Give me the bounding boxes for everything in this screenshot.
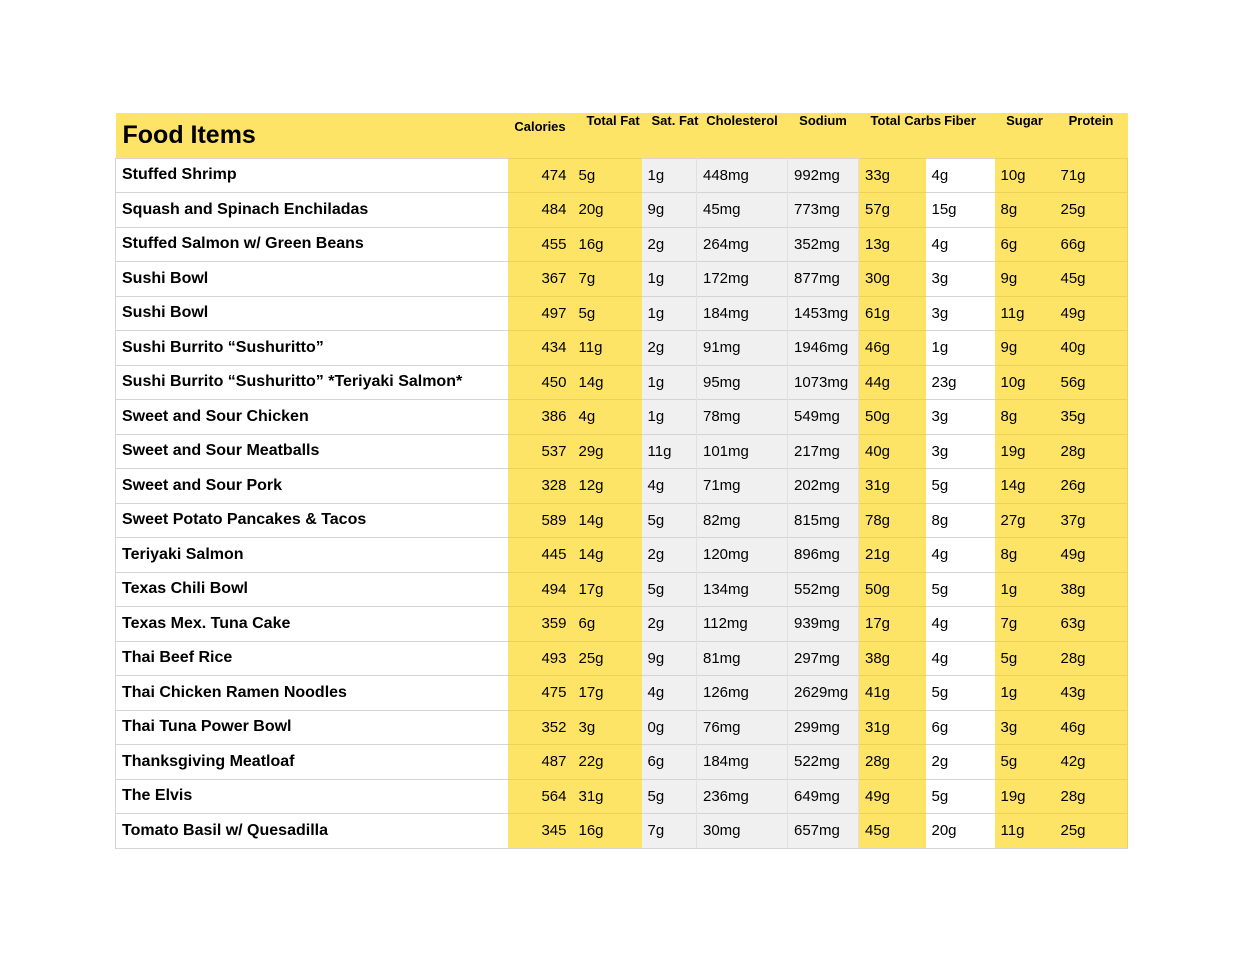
table-row <box>116 538 1128 573</box>
table-row <box>116 365 1128 400</box>
cholesterol-cell: 101mg <box>697 434 788 469</box>
food-name-cell: Stuffed Salmon w/ Green Beans <box>116 227 508 262</box>
fiber-cell: 3g <box>926 262 995 297</box>
sat-fat-cell: 9g <box>642 641 697 676</box>
cholesterol-cell: 71mg <box>697 469 788 504</box>
table-row <box>116 158 1128 193</box>
fiber-cell: 23g <box>926 365 995 400</box>
sat-fat-cell: 5g <box>642 779 697 814</box>
sugar-cell: 1g <box>995 572 1055 607</box>
food-name-cell: Sushi Bowl <box>116 296 508 331</box>
calories-cell: 589 <box>508 503 573 538</box>
calories-cell: 345 <box>508 814 573 849</box>
sugar-cell: 7g <box>995 607 1055 642</box>
calories-cell: 352 <box>508 710 573 745</box>
food-name-cell: Sweet and Sour Pork <box>116 469 508 504</box>
calories-cell: 359 <box>508 607 573 642</box>
total-fat-cell: 14g <box>573 365 642 400</box>
food-name-cell: Teriyaki Salmon <box>116 538 508 573</box>
sat-fat-cell: 7g <box>642 814 697 849</box>
table-row <box>116 641 1128 676</box>
protein-cell: 40g <box>1055 331 1128 366</box>
total-carbs-cell: 28g <box>859 745 926 780</box>
cholesterol-cell: 120mg <box>697 538 788 573</box>
sat-fat-cell: 1g <box>642 262 697 297</box>
total-fat-cell: 3g <box>573 710 642 745</box>
cholesterol-cell: 448mg <box>697 158 788 193</box>
total-carbs-cell: 31g <box>859 469 926 504</box>
total-carbs-cell: 13g <box>859 227 926 262</box>
calories-cell: 564 <box>508 779 573 814</box>
total-carbs-cell: 17g <box>859 607 926 642</box>
sat-fat-cell: 0g <box>642 710 697 745</box>
sodium-cell: 939mg <box>788 607 859 642</box>
sugar-cell: 19g <box>995 779 1055 814</box>
sodium-cell: 1073mg <box>788 365 859 400</box>
cholesterol-cell: 134mg <box>697 572 788 607</box>
header-sat-fat: Sat. Fat <box>642 113 697 158</box>
table-row <box>116 676 1128 711</box>
total-carbs-cell: 30g <box>859 262 926 297</box>
total-fat-cell: 5g <box>573 296 642 331</box>
protein-cell: 38g <box>1055 572 1128 607</box>
total-fat-cell: 12g <box>573 469 642 504</box>
table-row <box>116 469 1128 504</box>
cholesterol-cell: 112mg <box>697 607 788 642</box>
sodium-cell: 549mg <box>788 400 859 435</box>
header-sugar: Sugar <box>995 113 1055 158</box>
sugar-cell: 6g <box>995 227 1055 262</box>
table-row <box>116 745 1128 780</box>
table-row <box>116 710 1128 745</box>
sodium-cell: 815mg <box>788 503 859 538</box>
total-fat-cell: 29g <box>573 434 642 469</box>
sat-fat-cell: 5g <box>642 572 697 607</box>
fiber-cell: 5g <box>926 469 995 504</box>
total-carbs-cell: 50g <box>859 400 926 435</box>
calories-cell: 450 <box>508 365 573 400</box>
sodium-cell: 877mg <box>788 262 859 297</box>
total-fat-cell: 17g <box>573 676 642 711</box>
calories-cell: 474 <box>508 158 573 193</box>
sodium-cell: 2629mg <box>788 676 859 711</box>
sugar-cell: 11g <box>995 814 1055 849</box>
food-name-cell: Squash and Spinach Enchiladas <box>116 193 508 228</box>
sugar-cell: 27g <box>995 503 1055 538</box>
calories-cell: 537 <box>508 434 573 469</box>
total-carbs-cell: 21g <box>859 538 926 573</box>
cholesterol-cell: 91mg <box>697 331 788 366</box>
total-fat-cell: 4g <box>573 400 642 435</box>
sat-fat-cell: 2g <box>642 538 697 573</box>
sugar-cell: 14g <box>995 469 1055 504</box>
total-carbs-cell: 61g <box>859 296 926 331</box>
protein-cell: 63g <box>1055 607 1128 642</box>
total-fat-cell: 7g <box>573 262 642 297</box>
total-carbs-cell: 40g <box>859 434 926 469</box>
fiber-cell: 3g <box>926 296 995 331</box>
sodium-cell: 1946mg <box>788 331 859 366</box>
table-row <box>116 296 1128 331</box>
cholesterol-cell: 82mg <box>697 503 788 538</box>
sodium-cell: 299mg <box>788 710 859 745</box>
table-row <box>116 434 1128 469</box>
protein-cell: 56g <box>1055 365 1128 400</box>
calories-cell: 386 <box>508 400 573 435</box>
table-row <box>116 572 1128 607</box>
table-row <box>116 400 1128 435</box>
total-carbs-cell: 57g <box>859 193 926 228</box>
sugar-cell: 1g <box>995 676 1055 711</box>
sodium-cell: 1453mg <box>788 296 859 331</box>
food-name-cell: The Elvis <box>116 779 508 814</box>
food-name-cell: Texas Mex. Tuna Cake <box>116 607 508 642</box>
table-row <box>116 331 1128 366</box>
sat-fat-cell: 1g <box>642 365 697 400</box>
fiber-cell: 4g <box>926 227 995 262</box>
sat-fat-cell: 6g <box>642 745 697 780</box>
total-fat-cell: 20g <box>573 193 642 228</box>
header-total-fat: Total Fat <box>573 113 642 158</box>
sugar-cell: 11g <box>995 296 1055 331</box>
sugar-cell: 3g <box>995 710 1055 745</box>
fiber-cell: 8g <box>926 503 995 538</box>
protein-cell: 28g <box>1055 641 1128 676</box>
fiber-cell: 3g <box>926 434 995 469</box>
protein-cell: 28g <box>1055 779 1128 814</box>
header-protein: Protein <box>1055 113 1128 158</box>
food-name-cell: Thai Chicken Ramen Noodles <box>116 676 508 711</box>
table-body <box>116 158 1128 848</box>
header-fiber: Fiber <box>926 113 995 158</box>
calories-cell: 328 <box>508 469 573 504</box>
header-calories: Calories <box>508 113 573 158</box>
food-name-cell: Thanksgiving Meatloaf <box>116 745 508 780</box>
sat-fat-cell: 1g <box>642 400 697 435</box>
cholesterol-cell: 264mg <box>697 227 788 262</box>
protein-cell: 35g <box>1055 400 1128 435</box>
total-carbs-cell: 50g <box>859 572 926 607</box>
sat-fat-cell: 4g <box>642 469 697 504</box>
sodium-cell: 773mg <box>788 193 859 228</box>
sugar-cell: 9g <box>995 331 1055 366</box>
fiber-cell: 2g <box>926 745 995 780</box>
total-carbs-cell: 31g <box>859 710 926 745</box>
food-name-cell: Tomato Basil w/ Quesadilla <box>116 814 508 849</box>
sodium-cell: 202mg <box>788 469 859 504</box>
sat-fat-cell: 5g <box>642 503 697 538</box>
sugar-cell: 8g <box>995 400 1055 435</box>
total-fat-cell: 11g <box>573 331 642 366</box>
food-name-cell: Thai Tuna Power Bowl <box>116 710 508 745</box>
total-carbs-cell: 78g <box>859 503 926 538</box>
table-row <box>116 262 1128 297</box>
sodium-cell: 297mg <box>788 641 859 676</box>
cholesterol-cell: 81mg <box>697 641 788 676</box>
table-row <box>116 193 1128 228</box>
table-row <box>116 227 1128 262</box>
sat-fat-cell: 11g <box>642 434 697 469</box>
fiber-cell: 5g <box>926 676 995 711</box>
cholesterol-cell: 172mg <box>697 262 788 297</box>
sat-fat-cell: 2g <box>642 331 697 366</box>
header-sodium: Sodium <box>788 113 859 158</box>
protein-cell: 49g <box>1055 296 1128 331</box>
sodium-cell: 552mg <box>788 572 859 607</box>
calories-cell: 487 <box>508 745 573 780</box>
sat-fat-cell: 2g <box>642 227 697 262</box>
total-carbs-cell: 44g <box>859 365 926 400</box>
protein-cell: 71g <box>1055 158 1128 193</box>
sodium-cell: 896mg <box>788 538 859 573</box>
fiber-cell: 3g <box>926 400 995 435</box>
protein-cell: 42g <box>1055 745 1128 780</box>
total-fat-cell: 14g <box>573 503 642 538</box>
sodium-cell: 217mg <box>788 434 859 469</box>
sodium-cell: 657mg <box>788 814 859 849</box>
sodium-cell: 352mg <box>788 227 859 262</box>
fiber-cell: 1g <box>926 331 995 366</box>
sodium-cell: 649mg <box>788 779 859 814</box>
calories-cell: 455 <box>508 227 573 262</box>
protein-cell: 43g <box>1055 676 1128 711</box>
cholesterol-cell: 184mg <box>697 745 788 780</box>
calories-cell: 494 <box>508 572 573 607</box>
total-carbs-cell: 46g <box>859 331 926 366</box>
food-name-cell: Sweet and Sour Meatballs <box>116 434 508 469</box>
table-row <box>116 503 1128 538</box>
total-fat-cell: 14g <box>573 538 642 573</box>
sat-fat-cell: 4g <box>642 676 697 711</box>
protein-cell: 28g <box>1055 434 1128 469</box>
total-carbs-cell: 41g <box>859 676 926 711</box>
cholesterol-cell: 126mg <box>697 676 788 711</box>
cholesterol-cell: 30mg <box>697 814 788 849</box>
sugar-cell: 9g <box>995 262 1055 297</box>
cholesterol-cell: 78mg <box>697 400 788 435</box>
table-row <box>116 607 1128 642</box>
cholesterol-cell: 45mg <box>697 193 788 228</box>
sugar-cell: 5g <box>995 641 1055 676</box>
protein-cell: 49g <box>1055 538 1128 573</box>
food-name-cell: Sweet and Sour Chicken <box>116 400 508 435</box>
table-row <box>116 779 1128 814</box>
cholesterol-cell: 76mg <box>697 710 788 745</box>
calories-cell: 475 <box>508 676 573 711</box>
fiber-cell: 5g <box>926 779 995 814</box>
sodium-cell: 992mg <box>788 158 859 193</box>
sugar-cell: 8g <box>995 538 1055 573</box>
cholesterol-cell: 184mg <box>697 296 788 331</box>
protein-cell: 45g <box>1055 262 1128 297</box>
header-row <box>116 113 1128 158</box>
total-carbs-cell: 33g <box>859 158 926 193</box>
nutrition-table <box>115 113 1128 849</box>
calories-cell: 493 <box>508 641 573 676</box>
calories-cell: 484 <box>508 193 573 228</box>
food-name-cell: Sushi Burrito “Sushuritto” *Teriyaki Salmon* <box>116 365 508 400</box>
fiber-cell: 6g <box>926 710 995 745</box>
total-fat-cell: 25g <box>573 641 642 676</box>
sodium-cell: 522mg <box>788 745 859 780</box>
protein-cell: 46g <box>1055 710 1128 745</box>
food-name-cell: Sushi Burrito “Sushuritto” <box>116 331 508 366</box>
total-fat-cell: 22g <box>573 745 642 780</box>
sat-fat-cell: 2g <box>642 607 697 642</box>
total-fat-cell: 16g <box>573 814 642 849</box>
fiber-cell: 20g <box>926 814 995 849</box>
sugar-cell: 10g <box>995 158 1055 193</box>
calories-cell: 445 <box>508 538 573 573</box>
calories-cell: 497 <box>508 296 573 331</box>
food-name-cell: Sushi Bowl <box>116 262 508 297</box>
fiber-cell: 15g <box>926 193 995 228</box>
cholesterol-cell: 95mg <box>697 365 788 400</box>
protein-cell: 25g <box>1055 193 1128 228</box>
protein-cell: 37g <box>1055 503 1128 538</box>
sugar-cell: 10g <box>995 365 1055 400</box>
fiber-cell: 4g <box>926 538 995 573</box>
total-fat-cell: 16g <box>573 227 642 262</box>
food-name-cell: Sweet Potato Pancakes & Tacos <box>116 503 508 538</box>
table-row <box>116 814 1128 849</box>
header-cholesterol: Cholesterol <box>697 113 788 158</box>
sugar-cell: 19g <box>995 434 1055 469</box>
cholesterol-cell: 236mg <box>697 779 788 814</box>
fiber-cell: 4g <box>926 641 995 676</box>
header-total-carbs: Total Carbs <box>859 113 926 158</box>
fiber-cell: 4g <box>926 607 995 642</box>
table-title: Food Items <box>116 113 508 158</box>
total-carbs-cell: 49g <box>859 779 926 814</box>
fiber-cell: 4g <box>926 158 995 193</box>
total-fat-cell: 6g <box>573 607 642 642</box>
total-fat-cell: 5g <box>573 158 642 193</box>
fiber-cell: 5g <box>926 572 995 607</box>
sat-fat-cell: 1g <box>642 158 697 193</box>
total-fat-cell: 17g <box>573 572 642 607</box>
total-carbs-cell: 38g <box>859 641 926 676</box>
food-name-cell: Stuffed Shrimp <box>116 158 508 193</box>
food-name-cell: Texas Chili Bowl <box>116 572 508 607</box>
food-name-cell: Thai Beef Rice <box>116 641 508 676</box>
calories-cell: 434 <box>508 331 573 366</box>
sat-fat-cell: 1g <box>642 296 697 331</box>
protein-cell: 26g <box>1055 469 1128 504</box>
sugar-cell: 5g <box>995 745 1055 780</box>
sat-fat-cell: 9g <box>642 193 697 228</box>
protein-cell: 25g <box>1055 814 1128 849</box>
protein-cell: 66g <box>1055 227 1128 262</box>
total-fat-cell: 31g <box>573 779 642 814</box>
sugar-cell: 8g <box>995 193 1055 228</box>
calories-cell: 367 <box>508 262 573 297</box>
total-carbs-cell: 45g <box>859 814 926 849</box>
